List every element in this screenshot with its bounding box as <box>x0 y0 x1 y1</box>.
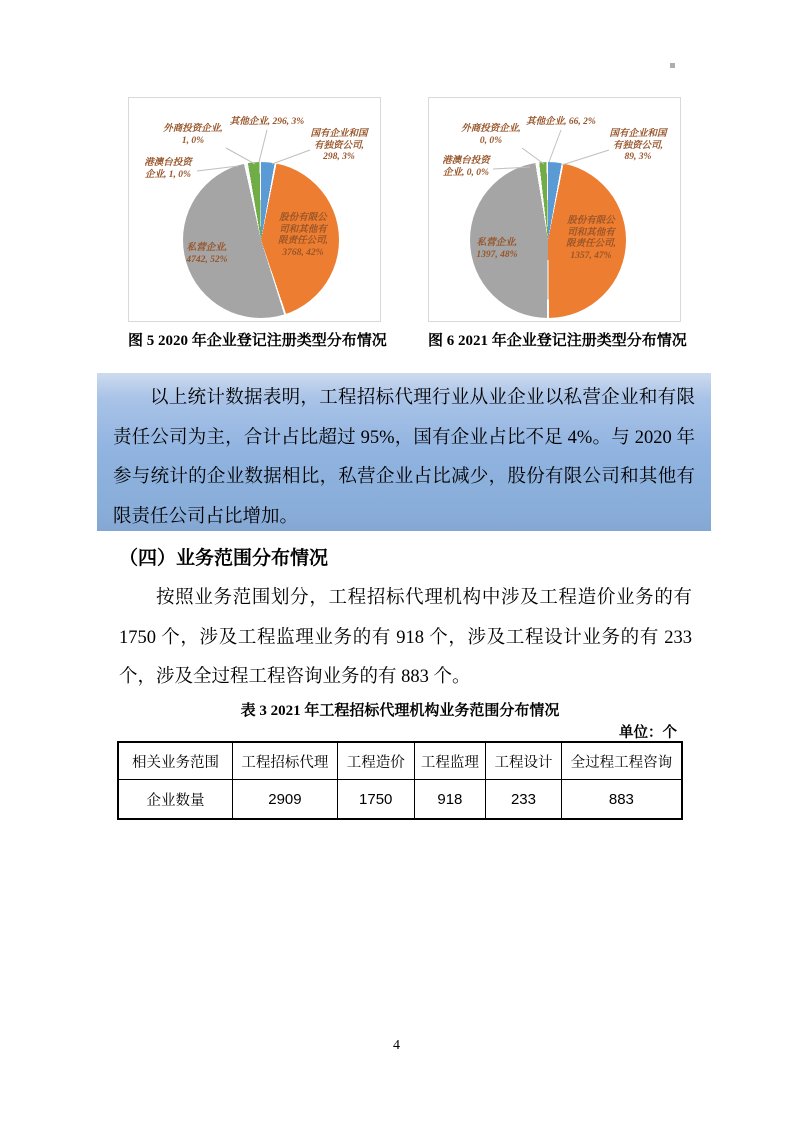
table-header-cell: 相关业务范围 <box>118 742 232 780</box>
pie-label-line: 企业, 1, 0% <box>145 169 191 180</box>
table-cell: 918 <box>414 780 486 820</box>
pie-label-line: 港澳台投资 <box>442 156 490 166</box>
pie-label-line: 外商投资企业, <box>461 124 521 134</box>
leader-line <box>493 167 530 169</box>
pie-label-other <box>511 117 611 129</box>
leader-line <box>197 166 238 171</box>
figure-pie-2020 <box>128 97 387 350</box>
pie-label-line: 私营企业, <box>186 243 228 253</box>
table-caption: 表 3 2021 年工程招标代理机构业务范围分布情况 <box>240 703 560 719</box>
table-header-cell: 工程招标代理 <box>232 742 337 780</box>
scan-artifact-mark <box>670 63 675 68</box>
leader-line <box>272 150 310 164</box>
body-paragraph: 按照业务范围划分，工程招标代理机构中涉及工程造价业务的有 1750 个，涉及工程监理业务的有 918 个，涉及工程设计业务的有 233 个，涉及全过程工程咨询业务的有 883 个。 <box>119 588 692 687</box>
leader-line <box>549 130 561 162</box>
pie-label-line: 司和其他有 <box>567 227 615 238</box>
table-header-cell: 工程设计 <box>486 742 562 780</box>
leader-line <box>259 130 267 162</box>
table-cell: 1750 <box>337 780 414 820</box>
figure-caption-2020: 图 5 2020 年企业登记注册类型分布情况 <box>128 333 387 349</box>
highlight-summary-box <box>97 373 711 531</box>
pie-label-line: 89, 3% <box>624 152 652 162</box>
chart-frame-2021 <box>428 97 681 322</box>
pie-label-hmt <box>137 158 199 181</box>
pie-label-line: 1357, 47% <box>570 250 612 261</box>
leader-line <box>226 148 255 164</box>
table-header-row <box>118 742 682 780</box>
pie-label-hmt <box>435 156 497 179</box>
pie-label-line: 298, 3% <box>323 152 355 162</box>
pie-label-state-owned <box>306 129 372 164</box>
business-scope-table <box>117 741 683 820</box>
page-number: 4 <box>393 1038 400 1053</box>
leader-line <box>562 150 609 165</box>
highlight-paragraph: 以上统计数据表明，工程招标代理行业从业企业以私营企业和有限责任公司为主，合计占比超过 95%，国有企业占比不足 4%。与 2020 年参与统计的企业数据相比，私营企业占比减少，股份有限公司和其他有限责任公司占比增加。 <box>113 388 695 527</box>
leader-line <box>522 148 544 164</box>
pie-label-private <box>459 238 535 261</box>
pie-label-other <box>217 117 317 129</box>
pie-label-line: 1397, 48% <box>476 249 518 260</box>
pie-label-line: 国有企业和国 <box>310 129 368 139</box>
pie-label-line: 有独资公司, <box>314 140 364 151</box>
table-row <box>118 780 682 820</box>
table-header-cell: 工程监理 <box>414 742 486 780</box>
pie-label-line: 股份有限公 <box>567 216 615 226</box>
table-cell: 2909 <box>232 780 337 820</box>
table-header-cell: 全过程工程咨询 <box>561 742 682 780</box>
figure-pie-2021 <box>428 97 687 350</box>
pie-label-line: 司和其他有 <box>279 224 327 235</box>
pie-label-line: 企业, 0, 0% <box>443 167 489 178</box>
pie-label-line: 其他企业, 296, 3% <box>229 117 305 127</box>
body-paragraph-container <box>119 579 692 698</box>
pie-label-line: 0, 0% <box>479 135 503 146</box>
pie-label-line: 国有企业和国 <box>609 129 667 139</box>
pie-label-limited-company <box>269 213 337 259</box>
pie-label-line: 4742, 52% <box>186 254 228 265</box>
table-cell: 883 <box>561 780 682 820</box>
table-cell: 233 <box>486 780 562 820</box>
pie-label-line: 限责任公司, <box>278 236 328 246</box>
figure-caption-2021: 图 6 2021 年企业登记注册类型分布情况 <box>428 333 687 349</box>
pie-label-limited-company <box>557 216 625 262</box>
pie-label-private <box>169 243 245 266</box>
pie-label-line: 股份有限公 <box>279 213 327 223</box>
pie-label-line: 1, 0% <box>181 135 205 146</box>
pie-label-state-owned <box>605 129 671 164</box>
pie-label-line: 私营企业, <box>476 238 518 248</box>
pie-label-line: 其他企业, 66, 2% <box>526 117 596 127</box>
section-heading: （四）业务范围分布情况 <box>119 548 329 569</box>
pie-label-line: 有独资公司, <box>613 140 663 151</box>
pie-label-line: 港澳台投资 <box>144 158 192 168</box>
pie-label-line: 限责任公司, <box>566 239 616 249</box>
chart-frame-2020 <box>128 97 381 322</box>
table-unit-label: 单位：个 <box>619 725 677 741</box>
table-cell: 企业数量 <box>118 780 232 820</box>
pie-label-line: 3768, 42% <box>282 247 324 258</box>
table-header-cell: 工程造价 <box>337 742 414 780</box>
pie-label-line: 外商投资企业, <box>163 124 223 134</box>
